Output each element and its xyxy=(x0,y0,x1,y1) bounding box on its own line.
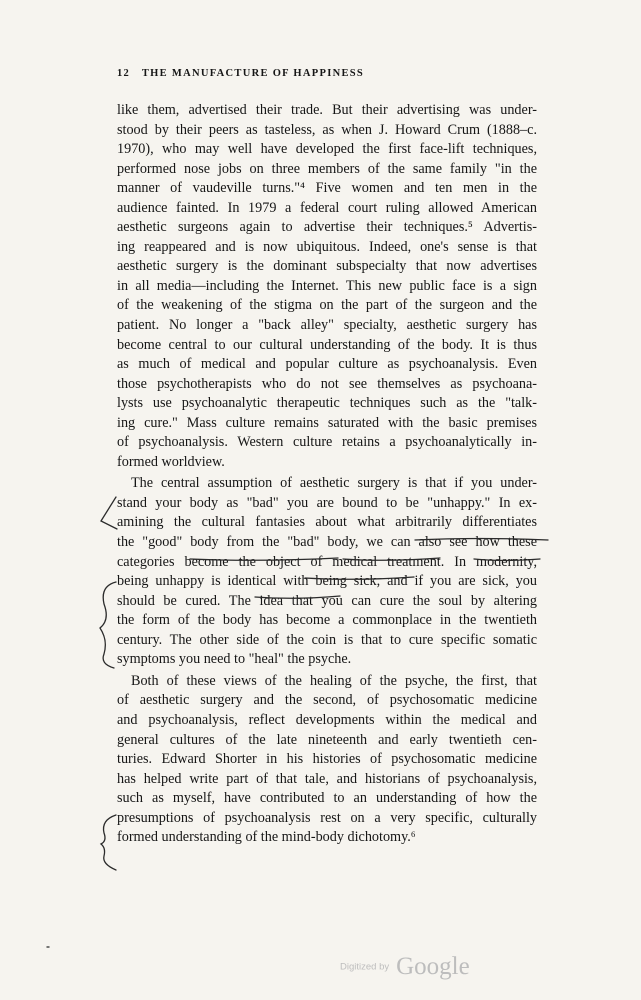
running-header xyxy=(117,68,364,79)
text-line: formed understanding of the mind-body dichotomy.⁶ xyxy=(117,829,416,846)
text-line: aesthetic surgery is the dominant subspecialty that now advertises xyxy=(117,258,537,275)
page-number: 12 xyxy=(117,68,131,79)
text-line: like them, advertised their trade. But their advertising was under- xyxy=(117,102,537,118)
text-line: of the weakening of the stigma on the part of the surgeon and the xyxy=(117,297,537,314)
text-line: patient. No longer a "back alley" specialty, aesthetic surgery has xyxy=(117,317,537,334)
text-line: has helped write part of that tale, and historians of psychoanalysis, xyxy=(117,770,537,787)
text-line: performed nose jobs on three members of the same family "in the xyxy=(117,160,537,177)
text-line: as much of medical and popular culture as psychoanalysis. Even xyxy=(117,356,537,373)
text-line: and psychoanalysis, reflect developments within the medical and xyxy=(117,711,537,728)
paragraph-3 xyxy=(117,672,537,848)
text-line: amining the cultural fantasies about what arbitrarily differentiates xyxy=(117,514,537,531)
text-line: should be cured. The idea that you can cure the soul by altering xyxy=(117,592,537,609)
text-line: ing cure." Mass culture remains saturated with the basic premises xyxy=(117,414,537,431)
text-line: stood by their peers as tasteless, as when J. Howard Crum (1888–c. xyxy=(117,121,537,138)
text-line: formed worldview. xyxy=(117,453,225,470)
text-line: stand your body as "bad" you are bound to be "unhappy." In ex- xyxy=(117,494,537,511)
text-line: of psychoanalysis. Western culture retains a psychoanalytically in- xyxy=(117,434,537,451)
text-line: century. The other side of the coin is that to cure specific somatic xyxy=(117,631,537,648)
text-line: manner of vaudeville turns."⁴ Five women and ten men in the xyxy=(117,180,537,197)
margin-bracket-presumptions xyxy=(101,815,116,870)
text-line: categories become the object of medical treatment. In modernity, xyxy=(117,553,537,570)
body-text xyxy=(117,101,537,848)
text-line: symptoms you need to "heal" the psyche. xyxy=(117,651,352,668)
paragraph-2 xyxy=(117,474,537,669)
text-line: the "good" body from the "bad" body, we can also see how these xyxy=(117,534,537,551)
digitized-label: Digitized by xyxy=(340,961,390,973)
text-line: Both of these views of the healing of the psyche, the first, that xyxy=(131,672,537,689)
text-line: those psychotherapists who do not see themselves as psychoana- xyxy=(117,375,537,392)
text-line: general cultures of the late nineteenth and early twentieth cen- xyxy=(117,731,537,748)
text-line: ing reappeared and is now ubiquitous. Indeed, one's sense is that xyxy=(117,238,537,255)
text-line: presumptions of psychoanalysis rest on a very specific, culturally xyxy=(117,809,537,826)
text-line: turies. Edward Shorter in his histories of psychosomatic medicine xyxy=(117,751,537,768)
text-line: become central to our cultural understanding of the body. It is thus xyxy=(117,336,537,353)
margin-bracket-modernity xyxy=(100,582,116,668)
text-line: such as myself, have contributed to an understanding of how the xyxy=(117,790,537,807)
digitized-watermark xyxy=(340,953,470,981)
text-line: in all media—including the Internet. This new public face is a sign xyxy=(117,277,537,294)
text-line: of aesthetic surgery and the second, of psychosomatic medicine xyxy=(117,692,537,709)
text-line: audience fainted. In 1979 a federal court ruling allowed American xyxy=(117,199,537,216)
text-line: lysts use psychoanalytic therapeutic techniques such as the "talk- xyxy=(117,395,537,412)
text-line: The central assumption of aesthetic surgery is that if you under- xyxy=(131,475,537,492)
text-line: aesthetic surgeons again to advertise their techniques.⁵ Advertis- xyxy=(117,219,537,236)
google-logo-text: Google xyxy=(396,953,470,980)
text-line: 1970), who may well have developed the first face-lift techniques, xyxy=(117,141,537,158)
text-line: being unhappy is identical with being sick, and if you are sick, you xyxy=(117,573,537,590)
text-line: the form of the body has become a commonplace in the twentieth xyxy=(117,612,537,629)
running-title: THE MANUFACTURE OF HAPPINESS xyxy=(141,68,365,79)
paragraph-1 xyxy=(117,101,537,472)
margin-angle-mark xyxy=(101,497,117,529)
